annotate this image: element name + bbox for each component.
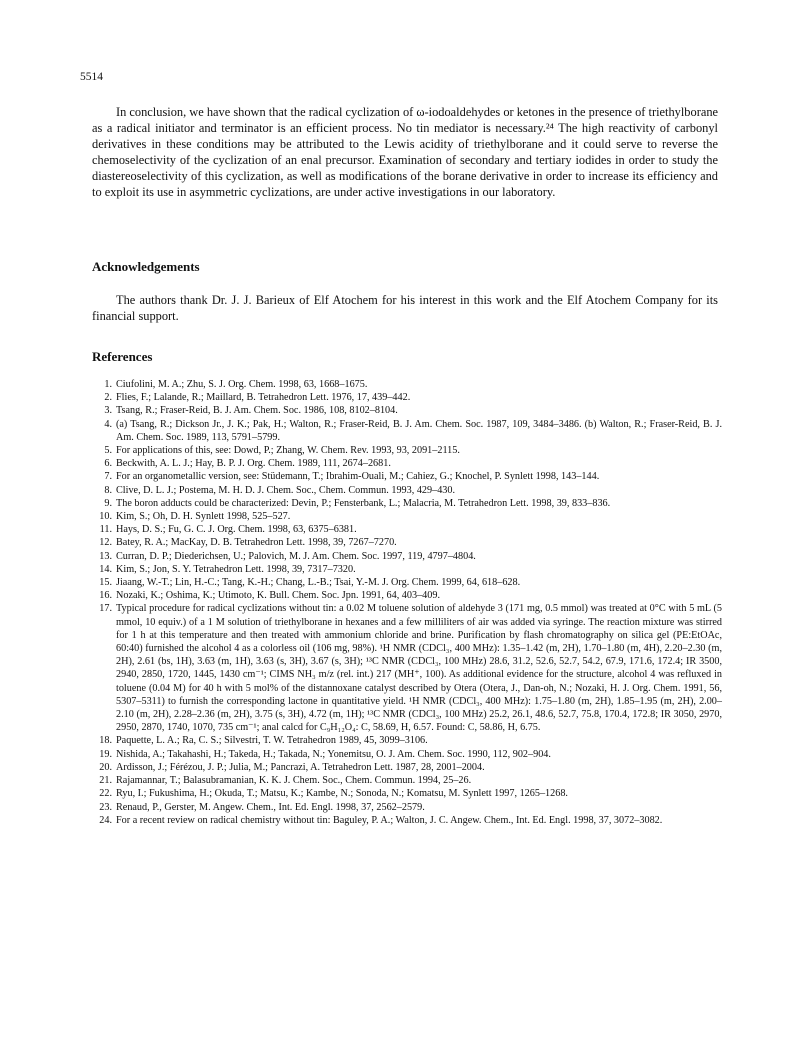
reference-text: The boron adducts could be characterized: Devin, P.; Fensterbank, L.; Malacria, M. Tetrahedron Lett. 1998, 39, 833–836. xyxy=(116,497,611,509)
reference-number: 18. xyxy=(99,735,112,747)
reference-text: Kim, S.; Jon, S. Y. Tetrahedron Lett. 1998, 39, 7317–7320. xyxy=(116,563,356,575)
reference-text: Ciufolini, M. A.; Zhu, S. J. Org. Chem. 1998, 63, 1668–1675. xyxy=(116,379,368,390)
reference-text: Renaud, P., Gerster, M. Angew. Chem., Int. Ed. Engl. 1998, 37, 2562–2579. xyxy=(116,801,425,813)
reference-item xyxy=(96,418,722,444)
reference-item xyxy=(96,391,722,404)
reference-number: 17. xyxy=(99,603,112,615)
reference-text: Ryu, I.; Fukushima, H.; Okuda, T.; Matsu, K.; Kambe, N.; Sonoda, N.; Komatsu, M. Synlett 1997, 1265–1268. xyxy=(116,788,568,800)
reference-number: 6. xyxy=(104,458,112,470)
reference-text: Tsang, R.; Fraser-Reid, B. J. Am. Chem. Soc. 1986, 108, 8102–8104. xyxy=(116,405,398,417)
reference-item xyxy=(96,470,722,483)
reference-number: 24. xyxy=(99,814,112,826)
reference-number: 1. xyxy=(104,379,112,390)
reference-number: 13. xyxy=(99,550,112,562)
reference-number: 10. xyxy=(99,511,112,523)
reference-text: Clive, D. L. J.; Postema, M. H. D. J. Chem. Soc., Chem. Commun. 1993, 429–430. xyxy=(116,484,456,496)
reference-text: Rajamannar, T.; Balasubramanian, K. K. J. Chem. Soc., Chem. Commun. 1994, 25–26. xyxy=(116,775,472,787)
reference-item xyxy=(96,734,722,747)
reference-number: 7. xyxy=(104,471,112,483)
reference-item xyxy=(96,602,722,734)
reference-number: 12. xyxy=(99,537,112,549)
reference-text: Curran, D. P.; Diederichsen, U.; Palovich, M. J. Am. Chem. Soc. 1997, 119, 4797–4804. xyxy=(116,550,476,562)
reference-number: 8. xyxy=(104,484,112,496)
reference-number: 19. xyxy=(99,748,112,760)
reference-item xyxy=(96,457,722,470)
reference-item xyxy=(96,497,722,510)
reference-text: For applications of this, see: Dowd, P.; Zhang, W. Chem. Rev. 1993, 93, 2091–2115. xyxy=(116,445,460,457)
reference-item xyxy=(96,589,722,602)
reference-text: Nozaki, K.; Oshima, K.; Utimoto, K. Bull. Chem. Soc. Jpn. 1991, 64, 403–409. xyxy=(116,590,441,602)
reference-item xyxy=(96,444,722,457)
references-heading: References xyxy=(92,349,153,364)
reference-number: 15. xyxy=(99,577,112,589)
references-list xyxy=(96,378,722,827)
reference-item xyxy=(96,536,722,549)
reference-text: For a recent review on radical chemistry without tin: Baguley, P. A.; Walton, J. C. Angew. Chem., Int. Ed. Engl. 1998, 37, 3072–3082. xyxy=(116,814,663,826)
reference-text: Jiaang, W.-T.; Lin, H.-C.; Tang, K.-H.; Chang, L.-B.; Tsai, Y.-M. J. Org. Chem. 1999, 64, 618–628. xyxy=(116,577,521,589)
reference-item xyxy=(96,378,722,391)
reference-item xyxy=(96,563,722,576)
reference-item xyxy=(96,801,722,814)
page-number: 5514 xyxy=(80,71,103,83)
reference-text: Flies, F.; Lalande, R.; Maillard, B. Tetrahedron Lett. 1976, 17, 439–442. xyxy=(116,392,411,404)
reference-item xyxy=(96,774,722,787)
reference-item xyxy=(96,484,722,497)
reference-number: 9. xyxy=(104,497,112,509)
reference-text: For an organometallic version, see: Stüdemann, T.; Ibrahim-Ouali, M.; Cahiez, G.; Knochel, P. Synlett 1998, 143–144. xyxy=(116,471,600,483)
conclusion-paragraph: In conclusion, we have shown that the radical cyclization of ω-iodoaldehydes or ketones in the presence of triethylborane as a radical initiator and terminator is an efficient process. No tin mediator is necessary.²⁴ The high reactivity of carbonyl derivatives in these conditions may be attributed to the Lewis acidity of triethylborane and it could serve to reverse the chemoselectivity of the cyclization of an enal precursor. Examination of secondary and tertiary iodides in order to study the diastereoselectivity of this cyclization, as well as modifications of the borane derivative in order to increase its efficiency and to exploit its use in asymmetric cyclizations, are under active investigations in our laboratory. xyxy=(92,105,719,199)
reference-text: Paquette, L. A.; Ra, C. S.; Silvestri, T. W. Tetrahedron 1989, 45, 3099–3106. xyxy=(116,735,428,747)
reference-item xyxy=(96,510,722,523)
reference-number: 22. xyxy=(99,788,112,800)
reference-item xyxy=(96,814,722,827)
reference-number: 14. xyxy=(99,563,112,575)
reference-number: 2. xyxy=(104,392,112,404)
reference-item xyxy=(96,404,722,417)
reference-item xyxy=(96,523,722,536)
reference-number: 4. xyxy=(104,418,112,430)
reference-number: 5. xyxy=(104,445,112,457)
reference-item xyxy=(96,576,722,589)
reference-text: Nishida, A.; Takahashi, H.; Takeda, H.; Takada, N.; Yonemitsu, O. J. Am. Chem. Soc. 1990, 112, 902–904. xyxy=(116,748,551,760)
reference-text: Kim, S.; Oh, D. H. Synlett 1998, 525–527. xyxy=(116,511,291,523)
reference-text: (a) Tsang, R.; Dickson Jr., J. K.; Pak, H.; Walton, R.; Fraser-Reid, B. J. Am. Chem. Soc. 1987, 109, 3484–3486. (b) Walton, R.; Fraser-Reid, B. J. Am. Chem. Soc. 1989, 113, 5791–5799. xyxy=(116,418,722,443)
acknowledgements-paragraph: The authors thank Dr. J. J. Barieux of Elf Atochem for his interest in this work and the Elf Atochem Company for its financial support. xyxy=(92,293,718,323)
reference-number: 21. xyxy=(99,775,112,787)
reference-number: 16. xyxy=(99,590,112,602)
reference-number: 3. xyxy=(104,405,112,417)
reference-item xyxy=(96,787,722,800)
reference-number: 11. xyxy=(99,524,112,536)
reference-text: Typical procedure for radical cyclizations without tin: a 0.02 M toluene solution of aldehyde 3 (171 mg, 0.5 mmol) was treated at 0°C with 5 mL (5 mmol, 10 equiv.) of a 1 M solution of triethylborane in hexanes and a few milliliters of air was added via syringe. The reaction mixture was stirred for 1 h at this temperature and then treated with ammonium chloride and brine. Purification by flash chromatography on silica gel (PE:EtOAc, 60:40) furnished the alcohol 4 as a colorless oil (106 mg, 98%). ¹H NMR (CDCl₃, 400 MHz): 1.35–1.42 (m, 2H), 1.70–1.80 (m, 4H), 2.20–2.30 (m, 2H), 2.61 (bs, 1H), 3.63 (m, 1H), 3.63 (s, 3H), 3.67 (s, 3H); ¹³C NMR (CDCl₃, 100 MHz) 28.6, 31.2, 52.6, 52.7, 54.2, 67.9, 171.6, 172.4; IR 3500, 2940, 2850, 1720, 1445, 1430 cm⁻¹; CIMS NH₃ m/z (rel. int.) 217 (MH⁺, 100). As additional evidence for the structure, alcohol 4 was refluxed in toluene (0.04 M) for 40 h with 5 mol% of the distannoxane catalyst described by Otera (Otera, J., Dan-oh, N.; Nozaki, H. J. Org. Chem. 1991, 56, 5307–5311) to furnish the corresponding lactone in quantitative yield. ¹H NMR (CDCl₃, 400 MHz): 1.75–1.80 (m, 2H), 1.85–1.95 (m, 2H), 2.00–2.10 (m, 2H), 2.28–2.36 (m, 2H), 3.75 (s, 3H), 4.72 (m, 1H); ¹³C NMR (CDCl₃, 100 MHz) 25.2, 26.1, 48.6, 52.7, 75.8, 170.4, 172.8; IR 3050, 2970, 2950, 2870, 1740, 1070, 735 cm⁻¹; anal calcd for C₉H₁₂O₄: C, 58.69, H, 6.57. Found: C, 58.86, H, 6.75. xyxy=(116,603,722,734)
reference-item xyxy=(96,748,722,761)
reference-text: Beckwith, A. L. J.; Hay, B. P. J. Org. Chem. 1989, 111, 2674–2681. xyxy=(116,458,391,470)
reference-text: Hays, D. S.; Fu, G. C. J. Org. Chem. 1998, 63, 6375–6381. xyxy=(116,524,357,536)
reference-number: 23. xyxy=(99,801,112,813)
reference-item xyxy=(96,550,722,563)
reference-number: 20. xyxy=(99,761,112,773)
reference-text: Batey, R. A.; MacKay, D. B. Tetrahedron Lett. 1998, 39, 7267–7270. xyxy=(116,537,397,549)
reference-item xyxy=(96,761,722,774)
reference-text: Ardisson, J.; Férézou, J. P.; Julia, M.; Pancrazi, A. Tetrahedron Lett. 1987, 28, 2001–2004. xyxy=(116,761,485,773)
acknowledgements-heading: Acknowledgements xyxy=(92,259,200,274)
